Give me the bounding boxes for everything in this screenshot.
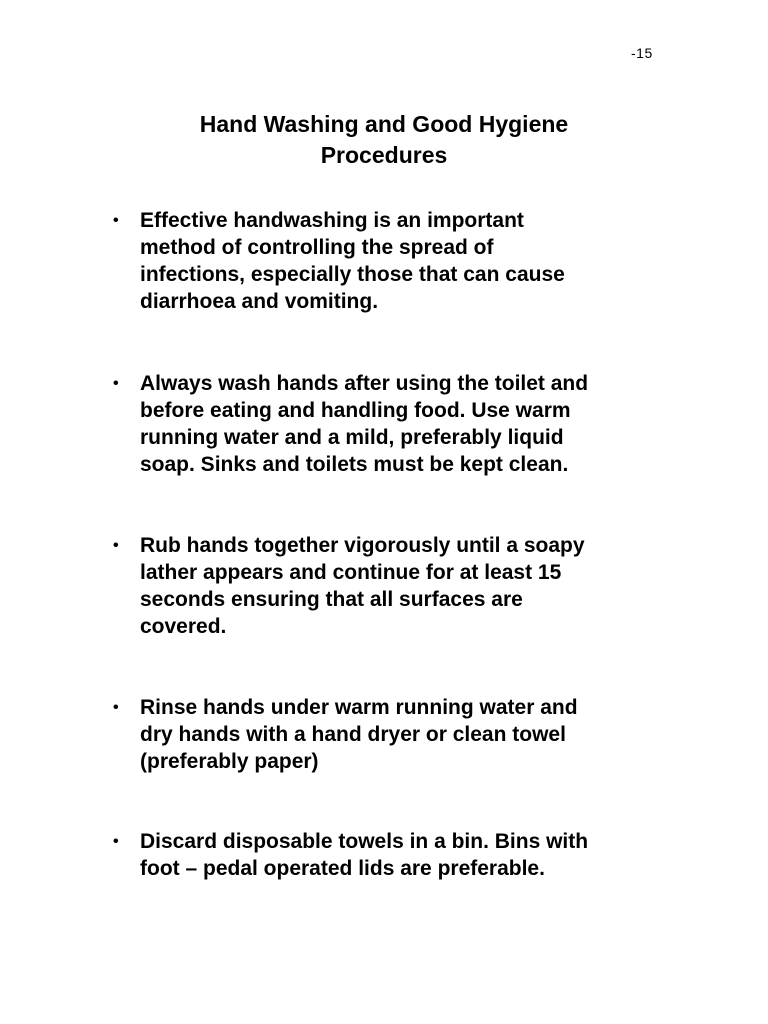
bullet-text: Always wash hands after using the toilet and before eating and handling food. Use warm running water and a mild, preferably liquid soap. Sinks and toilets must be kept clean.: [140, 372, 589, 476]
bullet-text: Effective handwashing is an important method of controlling the spread of infections, especially those that can cause diarrhoea and vomiting.: [140, 209, 565, 313]
title-line-2: Procedures: [320, 142, 448, 168]
title-line-1: Hand Washing and Good Hygiene: [199, 111, 569, 137]
bullet-icon: •: [113, 212, 119, 229]
bullet-icon: •: [113, 699, 119, 716]
bullet-text: Rub hands together vigorously until a soapy lather appears and continue for at least 15 seconds ensuring that all surfaces are covered.: [140, 534, 585, 638]
list-item: [113, 828, 653, 882]
list-item: [113, 694, 653, 775]
list-item: [113, 370, 653, 478]
bullet-text: Rinse hands under warm running water and dry hands with a hand dryer or clean towel (preferably paper): [140, 696, 578, 773]
bullet-icon: •: [113, 833, 119, 850]
list-item: [113, 207, 653, 315]
page-title: [0, 109, 768, 171]
bullet-icon: •: [113, 537, 119, 554]
bullet-text: Discard disposable towels in a bin. Bins with foot – pedal operated lids are preferable.: [140, 830, 589, 880]
page-number: -15: [631, 45, 653, 61]
bullet-icon: •: [113, 375, 119, 392]
list-item: [113, 532, 653, 640]
